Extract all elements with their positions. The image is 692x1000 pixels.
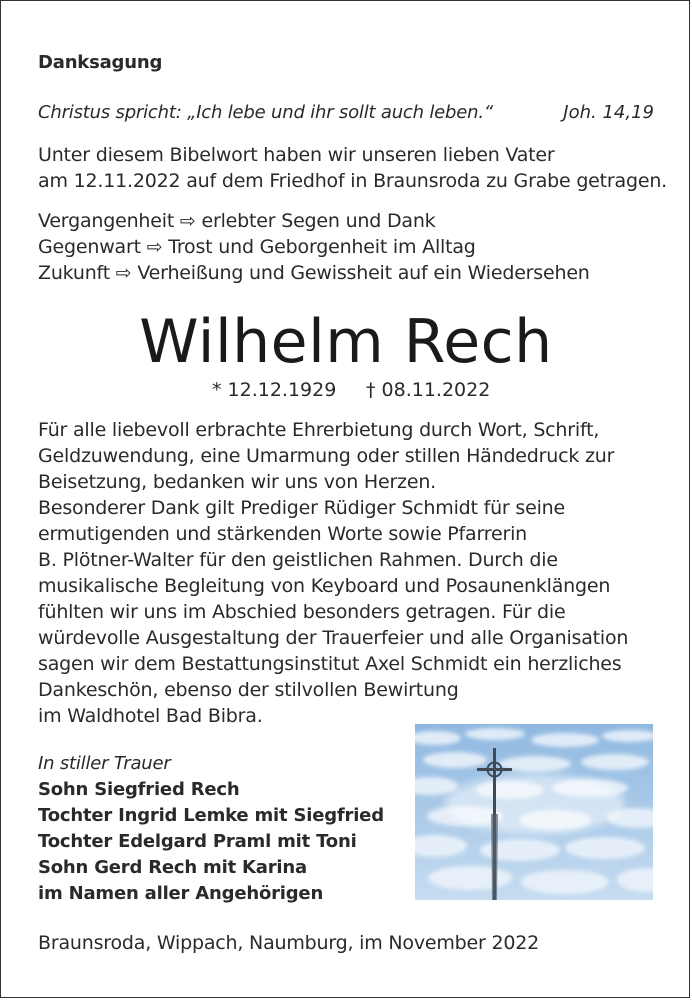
- body-line: ermutigenden und stärkenden Worte sowie Pfarrerin: [38, 523, 527, 545]
- body-line: sagen wir dem Bestattungsinstitut Axel Schmidt ein herzliches: [38, 653, 622, 675]
- bible-quote: Christus spricht: „Ich lebe und ihr sollt auch leben.“: [38, 102, 493, 123]
- body-line: Besonderer Dank gilt Prediger Rüdiger Schmidt für seine: [38, 497, 565, 519]
- body-line: im Waldhotel Bad Bibra.: [38, 705, 263, 727]
- motto-line: Vergangenheit ⇨ erlebter Segen und Dank: [38, 210, 436, 232]
- body-line: Für alle liebevoll erbrachte Ehrerbietung durch Wort, Schrift,: [38, 419, 600, 441]
- footer-location-date: Braunsroda, Wippach, Naumburg, im November 2022: [38, 932, 540, 954]
- body-line: Geldzuwendung, eine Umarmung oder stillen Händedruck zur: [38, 445, 615, 467]
- cross-sky-image: [415, 724, 653, 900]
- body-line: Beisetzung, bedanken wir uns von Herzen.: [38, 471, 437, 493]
- death-date: † 08.11.2022: [366, 379, 491, 401]
- body-line: B. Plötner-Walter für den geistlichen Rahmen. Durch die: [38, 549, 558, 571]
- body-line: würdevolle Ausgestaltung der Trauerfeier und alle Organisation: [38, 627, 629, 649]
- intro-line: am 12.11.2022 auf dem Friedhof in Braunsroda zu Grabe getragen.: [38, 170, 668, 192]
- mourner-name: Sohn Siegfried Rech: [38, 779, 240, 800]
- deceased-name: Wilhelm Rech: [139, 307, 553, 377]
- body-line: musikalische Begleitung von Keyboard und Posaunenklängen: [38, 575, 611, 597]
- mourner-name: Tochter Ingrid Lemke mit Siegfried: [38, 805, 384, 826]
- body-line: Dankeschön, ebenso der stilvollen Bewirtung: [38, 679, 459, 701]
- motto-line: Zukunft ⇨ Verheißung und Gewissheit auf ein Wiedersehen: [38, 262, 590, 284]
- body-line: fühlten wir uns im Abschied besonders getragen. Für die: [38, 601, 566, 623]
- birth-date: * 12.12.1929: [212, 379, 337, 401]
- mourner-name: Sohn Gerd Rech mit Karina: [38, 857, 307, 878]
- bible-reference: Joh. 14,19: [563, 102, 654, 123]
- mourning-intro: In stiller Trauer: [38, 753, 171, 774]
- notice-heading: Danksagung: [38, 52, 163, 73]
- mourner-name: im Namen aller Angehörigen: [38, 883, 324, 904]
- mourner-name: Tochter Edelgard Praml mit Toni: [38, 831, 357, 852]
- motto-line: Gegenwart ⇨ Trost und Geborgenheit im Alltag: [38, 236, 476, 258]
- cross-sky-icon: [415, 724, 653, 900]
- intro-line: Unter diesem Bibelwort haben wir unseren lieben Vater: [38, 144, 555, 166]
